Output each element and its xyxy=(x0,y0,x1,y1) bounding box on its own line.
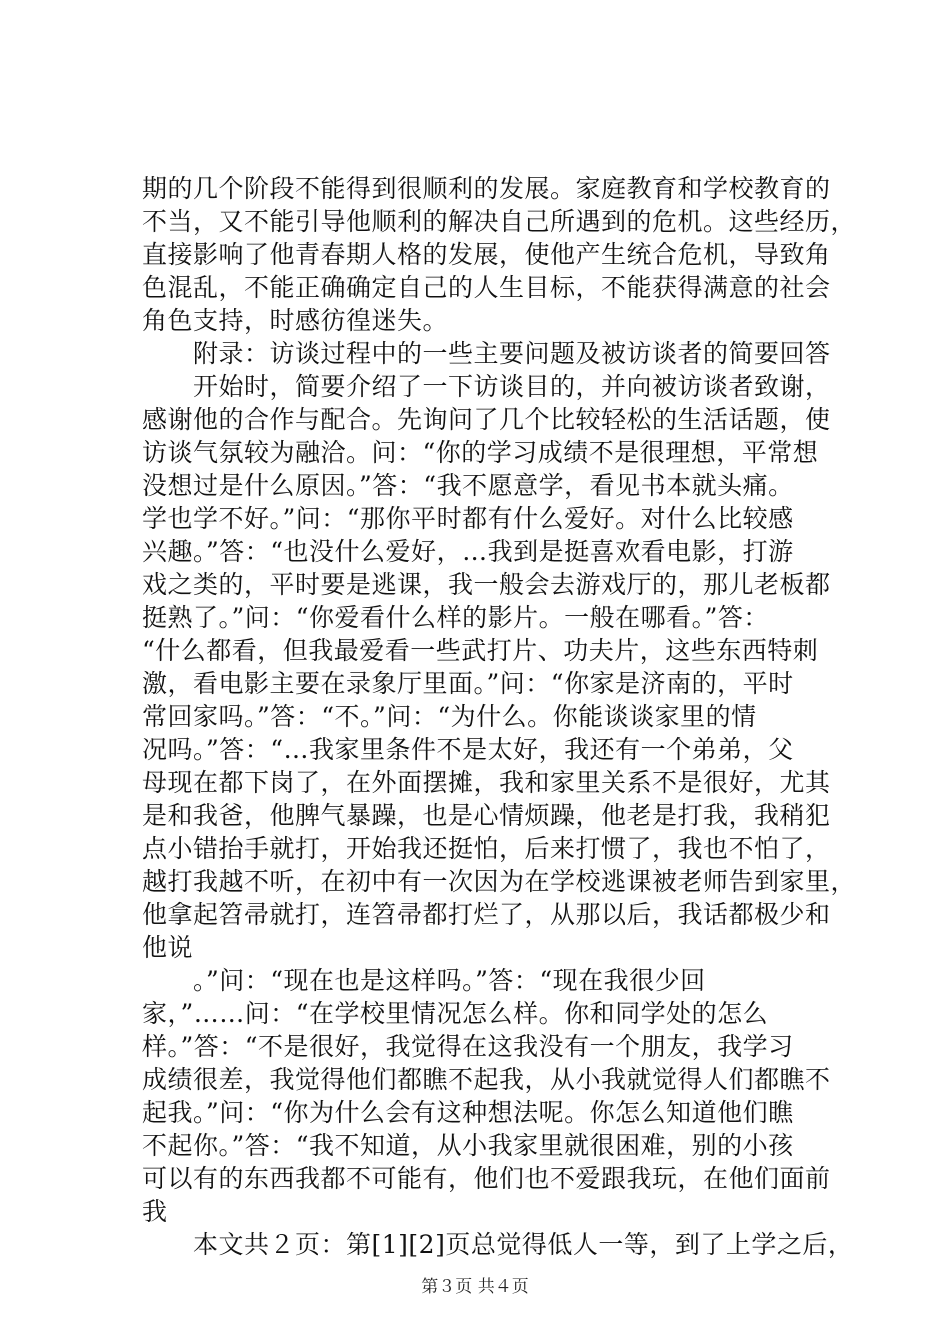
text-line: 是和我爸，他脾气暴躁，也是心情烦躁，他老是打我，我稍犯 xyxy=(142,801,831,830)
text-line: 越打我越不听，在初中有一次因为在学校逃课被老师告到家里， xyxy=(142,867,857,896)
text-line: 。”问：“现在也是这样吗。”答：“现在我很少回 xyxy=(142,966,706,995)
text-line: 挺熟了。”问：“你爱看什么样的影片。一般在哪看。”答： xyxy=(142,603,769,632)
text-line: 家，”……问：“在学校里情况怎么样。你和同学处的怎么 xyxy=(142,999,769,1028)
text-line: 况吗。”答：“…我家里条件不是太好，我还有一个弟弟，父 xyxy=(142,735,794,764)
text-line: 我 xyxy=(142,1197,168,1226)
text-line: 学也学不好。”问：“那你平时都有什么爱好。对什么比较感 xyxy=(142,504,794,533)
text-line: 不起你。”答：“我不知道，从小我家里就很困难，别的小孩 xyxy=(142,1131,794,1160)
text-line: 他说 xyxy=(142,933,194,962)
body-text xyxy=(142,172,857,1261)
text-line: 开始时，简要介绍了一下访谈目的，并向被访谈者致谢， xyxy=(142,372,831,401)
text-line: 附录：访谈过程中的一些主要问题及被访谈者的简要回答 xyxy=(142,339,831,368)
text-line: 他拿起笤帚就打，连笤帚都打烂了，从那以后，我话都极少和 xyxy=(142,900,831,929)
text-line: 样。”答：“不是很好，我觉得在这我没有一个朋友，我学习 xyxy=(142,1032,794,1061)
text-line: 直接影响了他青春期人格的发展，使他产生统合危机，导致角 xyxy=(142,240,831,269)
text-line: 点小错抬手就打，开始我还挺怕，后来打惯了，我也不怕了， xyxy=(142,834,831,863)
text-line: 本文共２页：第[1][2]页总觉得低人一等，到了上学之后， xyxy=(142,1230,854,1259)
text-line: 激，看电影主要在录象厅里面。”问：“你家是济南的，平时 xyxy=(142,669,794,698)
text-line: 兴趣。”答：“也没什么爱好，…我到是挺喜欢看电影，打游 xyxy=(142,537,794,566)
text-line: 期的几个阶段不能得到很顺利的发展。家庭教育和学校教育的 xyxy=(142,174,831,203)
text-line: 戏之类的，平时要是逃课，我一般会去游戏厅的，那儿老板都 xyxy=(142,570,831,599)
text-line: 成绩很差，我觉得他们都瞧不起我，从小我就觉得人们都瞧不 xyxy=(142,1065,831,1094)
text-line: 角色支持，时感彷徨迷失。 xyxy=(142,306,449,335)
text-line: 常回家吗。”答：“不。”问：“为什么。你能谈谈家里的情 xyxy=(142,702,757,731)
text-line: 感谢他的合作与配合。先询问了几个比较轻松的生活话题，使 xyxy=(142,405,831,434)
text-line: 不当，又不能引导他顺利的解决自己所遇到的危机。这些经历， xyxy=(142,207,857,236)
text-line: 色混乱，不能正确确定自己的人生目标，不能获得满意的社会 xyxy=(142,273,831,302)
text-line: 可以有的东西我都不可能有，他们也不爱跟我玩，在他们面前 xyxy=(142,1164,831,1193)
text-line: 访谈气氛较为融洽。问：“你的学习成绩不是很理想，平常想 xyxy=(142,438,819,467)
text-line: 没想过是什么原因。”答：“我不愿意学，看见书本就头痛。 xyxy=(142,471,794,500)
text-line: “什么都看，但我最爱看一些武打片、功夫片，这些东西特刺 xyxy=(142,636,819,665)
text-line: 母现在都下岗了，在外面摆摊，我和家里关系不是很好，尤其 xyxy=(142,768,831,797)
text-line: 起我。”问：“你为什么会有这种想法呢。你怎么知道他们瞧 xyxy=(142,1098,794,1127)
page-footer: 第３页 共４页 xyxy=(421,1277,529,1297)
